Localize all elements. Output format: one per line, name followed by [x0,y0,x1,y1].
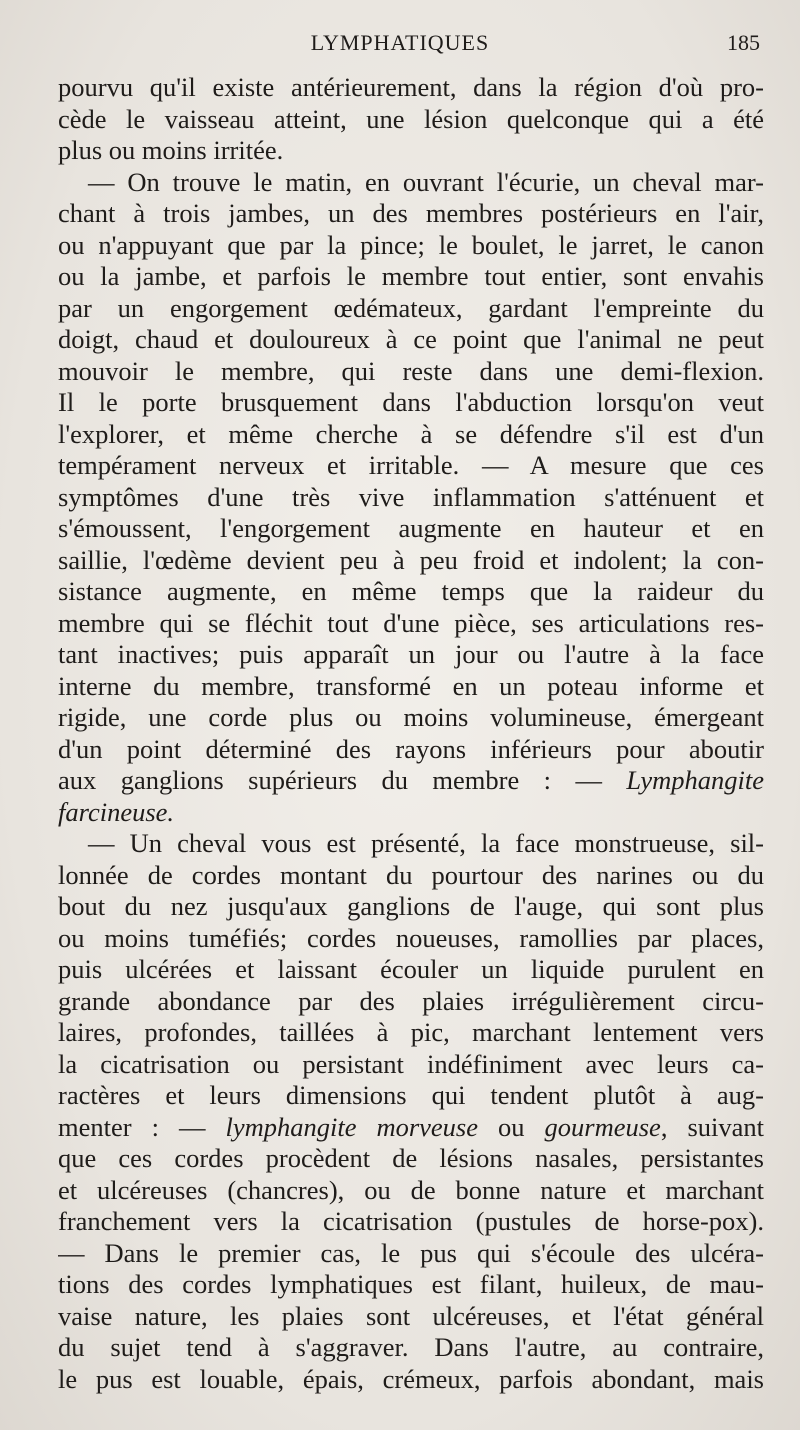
text-line: franchement vers la cicatrisation (pustules de horse-pox). [58,1206,764,1236]
text-line: que ces cordes procèdent de lésions nasales, persistantes [58,1143,764,1173]
text-line: par un engorgement œdémateux, gardant l'empreinte du [58,292,764,323]
text-line: tions des cordes lymphatiques est filant, huileux, de mau- [58,1269,764,1299]
text-span: menter : — [58,1111,226,1142]
text-line: tant inactives; puis apparaît un jour ou l'autre à la face [58,639,764,669]
text-line: symptômes d'une très vive inflammation s'atténuent et [58,481,764,512]
running-head: LYMPHATIQUES [310,30,490,55]
text-line: s'émoussent, l'engorgement augmente en hauteur et en [58,513,764,543]
text-line: grande abondance par des plaies irrégulièrement circu- [58,985,764,1016]
text-line [58,1112,764,1144]
text-line: sistance augmente, en même temps que la raideur du [58,576,764,606]
text-line: ou moins tuméfiés; cordes noueuses, ramollies par places, [58,922,764,953]
text-line: — Dans le premier cas, le pus qui s'écoule des ulcéra- [58,1237,764,1268]
text-line: laires, profondes, taillées à pic, marchant lentement vers [58,1017,764,1047]
page-header [0,30,800,64]
page-number: 185 [727,30,760,55]
text-line: — On trouve le matin, en ouvrant l'écurie, un cheval mar- [88,166,764,197]
text-line: et ulcéreuses (chancres), ou de bonne nature et marchant [58,1174,764,1205]
text-span: aux ganglions supérieurs du membre : — [58,765,627,795]
text-line [58,765,764,797]
text-line: ou la jambe, et parfois le membre tout entier, sont envahis [58,261,764,291]
text-line [58,797,764,829]
italic-term: Lymphangite [626,765,764,795]
text-line: d'un point déterminé des rayons inférieurs pour aboutir [58,733,764,764]
text-line: vaise nature, les plaies sont ulcéreuses, et l'état général [58,1300,764,1331]
text-span: , suivant [660,1111,764,1142]
text-line: — Un cheval vous est présenté, la face monstrueuse, sil- [88,828,764,858]
text-line: l'explorer, et même cherche à se défendre s'il est d'un [58,418,764,449]
text-span: ou [478,1111,545,1142]
text-line: pourvu qu'il existe antérieurement, dans la région d'où pro- [58,72,764,102]
italic-term: lymphangite morveuse [225,1111,479,1142]
text-line: du sujet tend à s'aggraver. Dans l'autre, au contraire, [58,1332,764,1362]
text-line: lonnée de cordes montant du pourtour des narines ou du [58,859,764,890]
italic-term: gourmeuse [544,1111,661,1142]
text-line: cède le vaisseau atteint, une lésion quelconque qui a été [58,103,764,134]
text-line: saillie, l'œdème devient peu à peu froid et indolent; la con- [58,544,764,575]
text-line: rigide, une corde plus ou moins volumineuse, émergeant [58,702,764,732]
text-line: Il le porte brusquement dans l'abduction lorsqu'on veut [58,387,764,417]
text-line: bout du nez jusqu'aux ganglions de l'auge, qui sont plus [58,891,764,921]
text-line: le pus est louable, épais, crémeux, parfois abondant, mais [58,1363,764,1394]
text-line: la cicatrisation ou persistant indéfiniment avec leurs ca- [58,1048,764,1079]
text-line: chant à trois jambes, un des membres postérieurs en l'air, [58,198,764,228]
text-line: mouvoir le membre, qui reste dans une demi-flexion. [58,355,764,386]
text-line: membre qui se fléchit tout d'une pièce, ses articulations res- [58,607,764,638]
text-line: ractères et leurs dimensions qui tendent plutôt à aug- [58,1080,764,1110]
text-line: interne du membre, transformé en un poteau informe et [58,670,764,701]
text-line: puis ulcérées et laissant écouler un liquide purulent en [58,954,764,984]
body-text [58,72,764,1395]
text-line: doigt, chaud et douloureux à ce point que l'animal ne peut [58,324,764,354]
text-line: ou n'appuyant que par la pince; le boulet, le jarret, le canon [58,229,764,260]
text-line: plus ou moins irritée. [58,135,284,165]
italic-term: farcineuse. [58,796,175,827]
text-line: tempérament nerveux et irritable. — A mesure que ces [58,450,764,480]
